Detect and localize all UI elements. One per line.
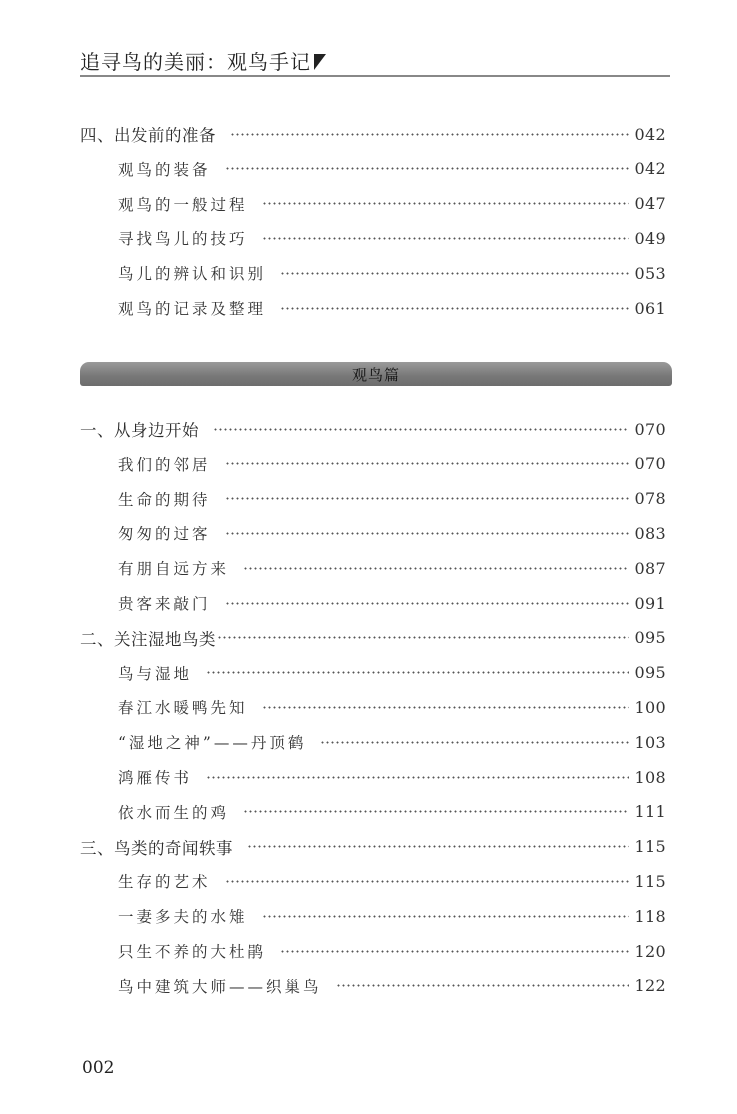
toc-entry[interactable]	[118, 590, 666, 616]
toc-entry-label: “湿地之神”——丹顶鹤	[118, 734, 307, 753]
toc-entry[interactable]	[118, 799, 666, 825]
toc-entry-label: 生存的艺术	[118, 873, 211, 892]
dot-leader	[243, 567, 629, 570]
toc-entry-label: 有朋自远方来	[118, 560, 230, 579]
dot-leader	[262, 706, 629, 709]
toc-entry-label: 观鸟的一般过程	[118, 195, 248, 214]
toc-entry-page: 070	[634, 419, 666, 439]
toc-entry-label: 一妻多夫的水雉	[118, 908, 248, 927]
toc-entry-page: 083	[634, 523, 666, 543]
toc-entry-page: 042	[634, 124, 666, 144]
toc-entry[interactable]	[118, 156, 666, 182]
triangle-marker-icon	[314, 54, 326, 70]
toc-chapter-entry[interactable]	[80, 834, 666, 860]
toc-entry-label: 匆匆的过客	[118, 525, 211, 544]
dot-leader	[206, 671, 629, 674]
toc-entry-page: 103	[634, 732, 666, 752]
toc-entry[interactable]	[118, 451, 666, 477]
toc-entry[interactable]	[118, 729, 666, 755]
toc-entry[interactable]	[118, 694, 666, 720]
toc-entry-page: 047	[634, 194, 666, 214]
dot-leader	[230, 133, 629, 136]
toc-entry[interactable]	[118, 660, 666, 686]
toc-entry[interactable]	[118, 260, 666, 286]
toc-entry-label: 贵客来敲门	[118, 595, 211, 613]
toc-entry-page: 095	[634, 663, 666, 683]
toc-entry-page: 108	[634, 767, 666, 787]
dot-leader	[262, 915, 629, 918]
toc-entry-page: 111	[634, 802, 666, 822]
toc-entry-label: 鸿雁传书	[118, 769, 193, 787]
dot-leader	[247, 845, 629, 848]
dot-leader	[243, 810, 629, 813]
toc-entry-label: 鸟儿的辨认和识别	[118, 265, 267, 284]
toc-entry-label: 只生不养的大杜鹃	[118, 943, 267, 961]
toc-entry[interactable]	[118, 486, 666, 512]
toc-entry[interactable]	[118, 555, 666, 581]
running-header	[80, 44, 670, 76]
toc-entry-page: 053	[634, 263, 666, 283]
dot-leader	[206, 776, 629, 779]
toc-entry[interactable]	[118, 903, 666, 929]
dot-leader	[217, 636, 629, 639]
toc-entry[interactable]	[118, 868, 666, 894]
toc-entry-label: 鸟中建筑大师——织巢鸟	[118, 977, 322, 996]
section-banner	[80, 362, 672, 386]
toc-entry-page: 061	[634, 298, 666, 318]
dot-leader	[280, 272, 629, 275]
book-title-text: 追寻鸟的美丽：观鸟手记	[80, 50, 311, 74]
toc-entry[interactable]	[118, 191, 666, 217]
dot-leader	[225, 602, 629, 605]
dot-leader	[336, 984, 629, 987]
toc-entry-page: 087	[634, 558, 666, 578]
dot-leader	[225, 880, 629, 883]
toc-entry[interactable]	[118, 764, 666, 790]
toc-entry-page: 120	[634, 941, 666, 961]
toc-entry-label: 寻找鸟儿的技巧	[118, 230, 248, 249]
toc-entry-label: 春江水暖鸭先知	[118, 699, 248, 718]
toc-entry-label: 二、关注湿地鸟类	[80, 629, 216, 649]
toc-entry-label: 一、从身边开始	[80, 421, 199, 440]
dot-leader	[225, 532, 629, 535]
dot-leader	[280, 950, 629, 953]
toc-entry-label: 三、鸟类的奇闻轶事	[80, 838, 233, 858]
toc-entry-page: 118	[634, 906, 666, 926]
dot-leader	[225, 497, 629, 500]
toc-entry-label: 生命的期待	[118, 490, 211, 509]
toc-entry[interactable]	[118, 520, 666, 546]
page-number: 002	[82, 1058, 115, 1078]
toc-entry-label: 观鸟的记录及整理	[118, 300, 267, 318]
dot-leader	[280, 307, 629, 310]
toc-entry-page: 049	[634, 228, 666, 248]
toc-entry-page: 091	[634, 593, 666, 613]
toc-entry-label: 我们的邻居	[118, 455, 211, 474]
toc-entry-page: 070	[634, 454, 666, 474]
toc-entry-page: 100	[634, 697, 666, 717]
toc-chapter-entry[interactable]	[80, 121, 666, 147]
toc-entry[interactable]	[118, 225, 666, 251]
book-title	[80, 46, 326, 75]
toc-entry[interactable]	[118, 973, 666, 999]
toc-entry-page: 042	[634, 159, 666, 179]
dot-leader	[225, 462, 629, 465]
toc-entry-label: 依水而生的鸡	[118, 803, 230, 822]
toc-chapter-entry[interactable]	[80, 416, 666, 442]
section-title: 观鸟篇	[351, 366, 400, 384]
toc-chapter-entry[interactable]	[80, 625, 666, 651]
toc-entry-page: 115	[634, 871, 666, 891]
dot-leader	[213, 428, 629, 431]
dot-leader	[225, 167, 629, 170]
toc-entry-label: 观鸟的装备	[118, 160, 211, 179]
toc-entry-label: 四、出发前的准备	[80, 126, 216, 145]
toc-entry-page: 115	[634, 837, 666, 857]
toc-entry-page: 095	[634, 628, 666, 648]
toc-entry-label: 鸟与湿地	[118, 664, 193, 683]
dot-leader	[262, 237, 629, 240]
header-rule	[80, 75, 670, 77]
toc-entry-page: 078	[634, 489, 666, 509]
toc-entry[interactable]	[118, 938, 666, 964]
toc-entry[interactable]	[118, 295, 666, 321]
dot-leader	[320, 741, 628, 744]
dot-leader	[262, 202, 629, 205]
toc-entry-page: 122	[634, 976, 666, 996]
